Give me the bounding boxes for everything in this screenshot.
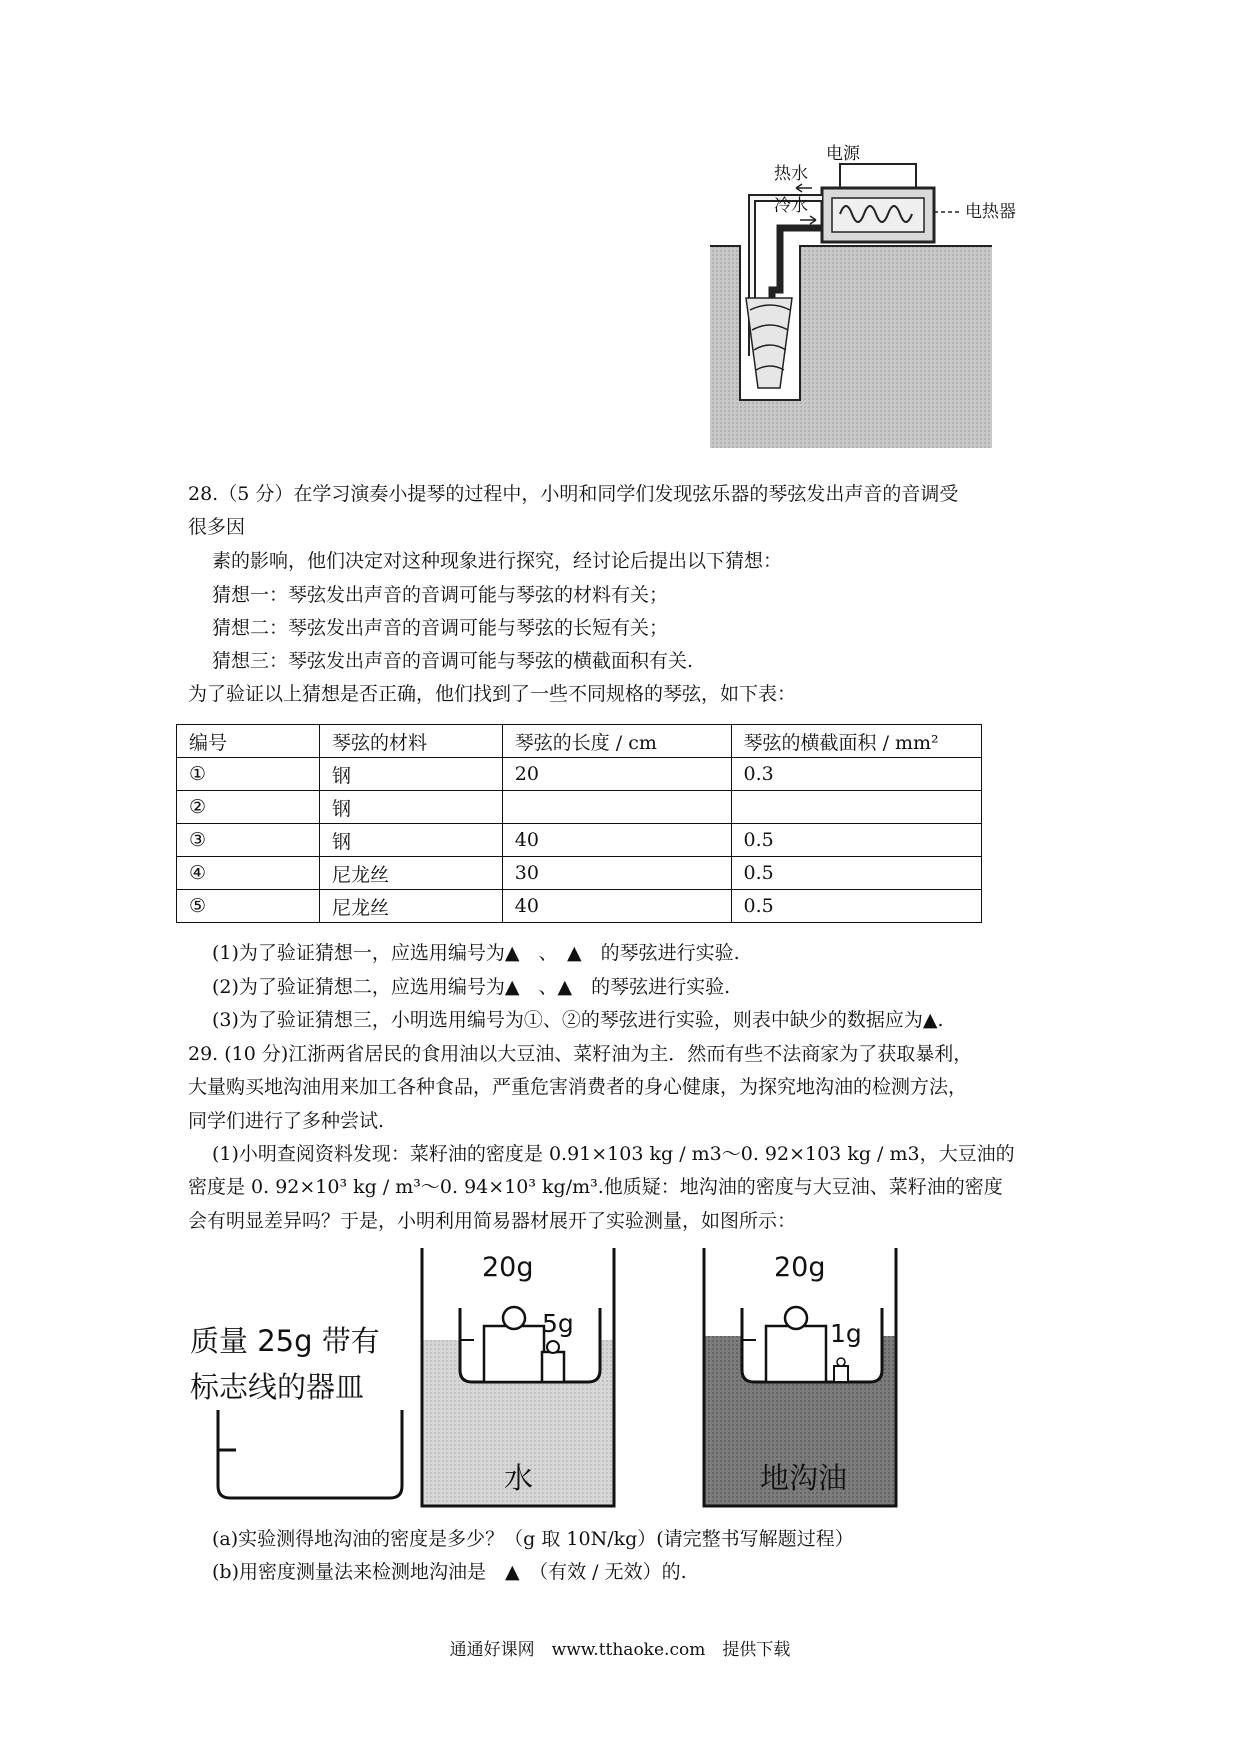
table-cell: 40 bbox=[502, 824, 731, 857]
table-row bbox=[177, 890, 982, 923]
q28-guess2: 猜想二：琴弦发出声音的音调可能与琴弦的长短有关； bbox=[212, 617, 669, 639]
table-header-cell: 琴弦的材料 bbox=[319, 725, 502, 758]
q29-b: (b)用密度测量法来检测地沟油是 ▲ （有效 / 无效）的. bbox=[212, 1561, 687, 1583]
q29-p1-line3: 会有明显差异吗？于是，小明利用简易器材展开了实验测量，如图所示： bbox=[188, 1210, 797, 1232]
q28-sub1: (1)为了验证猜想一，应选用编号为▲ 、 ▲ 的琴弦进行实验. bbox=[212, 942, 740, 964]
table-cell: 钢 bbox=[319, 791, 502, 824]
q29-line1: 29. (10 分)江浙两省居民的食用油以大豆油、菜籽油为主．然而有些不法商家为了获取暴利， bbox=[188, 1043, 973, 1065]
q28-table-intro: 为了验证以上猜想是否正确，他们找到了一些不同规格的琴弦，如下表： bbox=[188, 683, 797, 705]
table-header-cell: 琴弦的横截面积 / mm² bbox=[731, 725, 981, 758]
q29-line2: 大量购买地沟油用来加工各种食品，严重危害消费者的身心健康，为探究地沟油的检测方法， bbox=[188, 1076, 968, 1098]
table-header-cell: 琴弦的长度 / cm bbox=[502, 725, 731, 758]
q29-line3: 同学们进行了多种尝试. bbox=[188, 1110, 385, 1132]
table-cell: 0.3 bbox=[731, 758, 981, 791]
q28-line3: 素的影响，他们决定对这种现象进行探究，经讨论后提出以下猜想： bbox=[212, 550, 783, 572]
q29-p1-line2: 密度是 0. 92×10³ kg / m³～0. 94×10³ kg/m³.他质疑：地沟油的密度与大豆油、菜籽油的密度 bbox=[188, 1176, 1003, 1198]
oil-20g-label: 20g bbox=[774, 1252, 826, 1283]
table-cell: 20 bbox=[502, 758, 731, 791]
page-footer: 通通好课网 www.tthaoke.com 提供下载 bbox=[449, 1640, 791, 1660]
table-cell: 尼龙丝 bbox=[319, 857, 502, 890]
table-cell bbox=[731, 791, 981, 824]
table-cell: 40 bbox=[502, 890, 731, 923]
table-cell: 钢 bbox=[319, 758, 502, 791]
string-spec-table bbox=[176, 724, 982, 923]
oil-beaker bbox=[700, 1248, 900, 1514]
oil-1g-label: 1g bbox=[830, 1319, 862, 1348]
heater-label: 电热器 bbox=[965, 202, 1016, 222]
q29-a: (a)实验测得地沟油的密度是多少？（g 取 10N/kg）(请完整书写解题过程） bbox=[212, 1528, 854, 1550]
q28-guess1: 猜想一：琴弦发出声音的音调可能与琴弦的材料有关； bbox=[212, 584, 669, 606]
table-header-row bbox=[177, 725, 982, 758]
table-cell: ④ bbox=[177, 857, 320, 890]
water-20g-label: 20g bbox=[482, 1252, 534, 1283]
table-cell: ① bbox=[177, 758, 320, 791]
table-cell: ⑤ bbox=[177, 890, 320, 923]
vessel-label-line1: 质量 25g 带有 bbox=[190, 1324, 380, 1358]
table-row bbox=[177, 791, 982, 824]
water-beaker bbox=[418, 1248, 618, 1514]
q28-guess3: 猜想三：琴弦发出声音的音调可能与琴弦的横截面积有关. bbox=[212, 650, 694, 672]
cold-water-label: 冷水 bbox=[774, 196, 808, 216]
table-cell: 0.5 bbox=[731, 824, 981, 857]
table-cell: 0.5 bbox=[731, 857, 981, 890]
water-5g-label: 5g bbox=[542, 1309, 574, 1338]
table-row bbox=[177, 857, 982, 890]
power-label: 电源 bbox=[826, 144, 860, 164]
q28-sub3: (3)为了验证猜想三，小明选用编号为①、②的琴弦进行实验，则表中缺少的数据应为▲. bbox=[212, 1009, 944, 1031]
empty-vessel bbox=[212, 1410, 412, 1508]
q28-line2: 很多因 bbox=[188, 516, 246, 538]
q29-p1-line1: (1)小明查阅资料发现：菜籽油的密度是 0.91×103 kg / m3～0. 92×103 kg / m3，大豆油的 bbox=[212, 1143, 1015, 1165]
oil-label: 地沟油 bbox=[760, 1461, 848, 1495]
water-label: 水 bbox=[504, 1461, 534, 1495]
hot-water-label: 热水 bbox=[774, 164, 808, 184]
q28-line1: 28.（5 分）在学习演奏小提琴的过程中，小明和同学们发现弦乐器的琴弦发出声音的音调受 bbox=[188, 483, 959, 505]
q28-sub2: (2)为了验证猜想二，应选用编号为▲ 、▲ 的琴弦进行实验. bbox=[212, 976, 731, 998]
table-cell: ③ bbox=[177, 824, 320, 857]
table-cell: ② bbox=[177, 791, 320, 824]
table-cell bbox=[502, 791, 731, 824]
table-header-cell: 编号 bbox=[177, 725, 320, 758]
table-cell: 尼龙丝 bbox=[319, 890, 502, 923]
table-cell: 钢 bbox=[319, 824, 502, 857]
table-cell: 0.5 bbox=[731, 890, 981, 923]
table-row bbox=[177, 758, 982, 791]
heater-figure bbox=[700, 144, 1016, 454]
table-cell: 30 bbox=[502, 857, 731, 890]
vessel-label-line2: 标志线的器皿 bbox=[190, 1370, 365, 1404]
table-row bbox=[177, 824, 982, 857]
